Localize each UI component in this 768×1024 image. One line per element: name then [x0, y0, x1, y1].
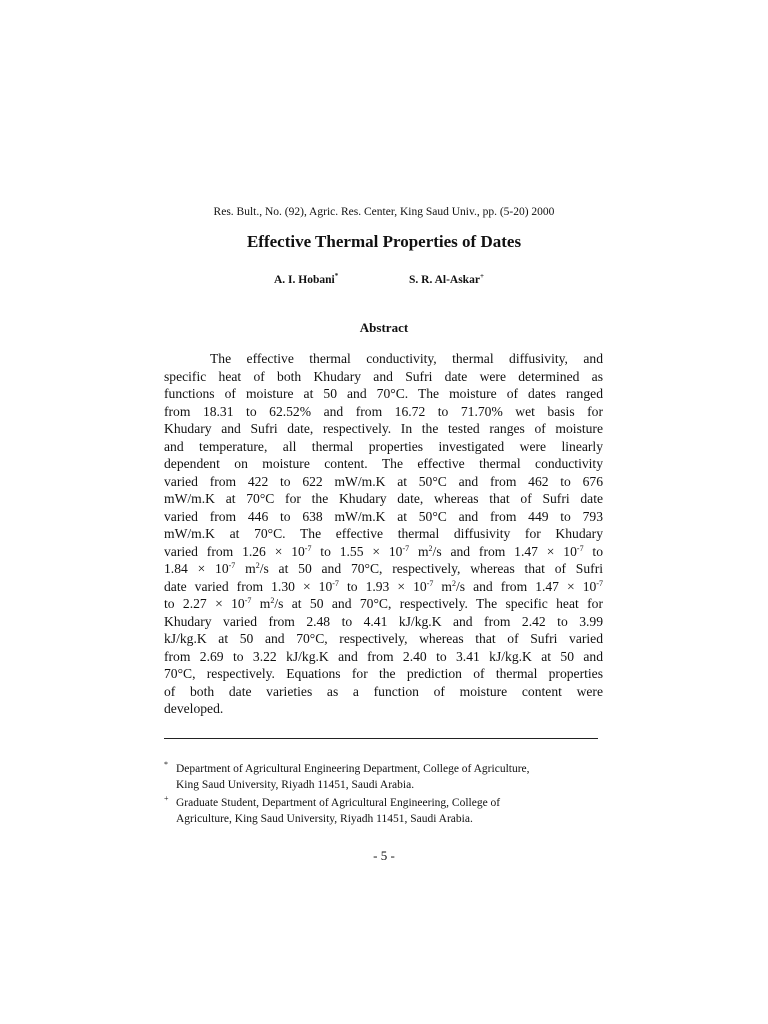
abstract-heading: Abstract — [359, 320, 409, 335]
abstract-line: varied from 422 to 622 mW/m.K at 50°C and from 462 to 676 — [164, 473, 603, 489]
page-number: - 5 - — [373, 848, 395, 863]
abstract-line: of both date varieties as a function of moisture content were — [164, 683, 603, 699]
abstract-line: kJ/kg.K at 50 and 70°C, respectively, whereas that of Sufri varied — [164, 631, 603, 646]
abstract-line: mW/m.K at 70°C for the Khudary date, whereas that of Sufri date — [164, 491, 603, 506]
abstract-line: date varied from $1.30 \times 10^{-7}$ to $1.93 \times 10^{-7}$ $m^2/s$ and from $1.47 \times 10^{-7}$ — [164, 578, 603, 594]
abstract-line: functions of moisture at 50 and 70°C. The moisture of dates ranged — [164, 386, 603, 401]
abstract-line: and temperature, all thermal properties investigated were linearly — [164, 438, 603, 454]
abstract-line: to $2.27 \times 10^{-7}$ $m^2/s$ at 50 and 70°C, respectively. The specific heat for — [164, 596, 603, 611]
abstract-line: 70°C, respectively. Equations for the prediction of thermal properties — [164, 666, 603, 681]
author-affiliation-mark: * — [334, 272, 339, 280]
author-name: S. R. Al-Askar — [409, 273, 480, 286]
abstract-body — [164, 350, 603, 718]
abstract-line: from 18.31 to 62.52% and from 16.72 to 71.70% wet basis for — [164, 403, 603, 419]
footnote-line: Department of Agricultural Engineering Department, College of Agriculture, — [176, 763, 530, 775]
abstract-line: specific heat of both Khudary and Sufri date were determined as — [164, 368, 603, 384]
footnote-mark: * — [164, 760, 168, 769]
footnote-line: King Saud University, Riyadh 11451, Saudi Arabia. — [176, 779, 415, 791]
author-affiliation-mark: + — [479, 272, 484, 280]
abstract-line: varied from $1.26 \times 10^{-7}$ to $1.55 \times 10^{-7}$ $m^2/s$ and from $1.47 \times 10^{-7}$ to — [164, 543, 603, 559]
citation-header: Res. Bult., No. (92), Agric. Res. Center, King Saud Univ., pp. (5-20) 2000 — [213, 206, 555, 218]
abstract-line: developed. — [164, 701, 224, 716]
footnote-line: Agriculture, King Saud University, Riyadh 11451, Saudi Arabia. — [176, 813, 473, 825]
author-name: A. I. Hobani — [274, 273, 335, 286]
paper-title: Effective Thermal Properties of Dates — [246, 232, 522, 251]
footnote-text — [164, 795, 604, 827]
abstract-line: Khudary and Sufri date, respectively. In the tested ranges of moisture — [164, 421, 603, 436]
abstract-line: $1.84 \times 10^{-7}$ $m^2/s$ at 50 and 70°C, respectively, whereas that of Sufri — [164, 561, 603, 576]
abstract-line: varied from 446 to 638 mW/m.K at 50°C and from 449 to 793 — [164, 508, 603, 524]
abstract-line: mW/m.K at 70°C. The effective thermal diffusivity for Khudary — [164, 526, 603, 541]
abstract-line: Khudary varied from 2.48 to 4.41 kJ/kg.K and from 2.42 to 3.99 — [164, 613, 603, 629]
abstract-line: dependent on moisture content. The effective thermal conductivity — [164, 456, 603, 471]
footnote-text — [164, 761, 604, 793]
footnote-line: Graduate Student, Department of Agricultural Engineering, College of — [176, 797, 501, 809]
footnote-mark: + — [164, 794, 169, 803]
author-hobani — [274, 272, 338, 286]
footnote-affiliation-1 — [164, 761, 604, 793]
author-al-askar — [409, 272, 484, 286]
abstract-line: The effective thermal conductivity, thermal diffusivity, and — [210, 351, 603, 366]
abstract-line: from 2.69 to 3.22 kJ/kg.K and from 2.40 to 3.41 kJ/kg.K at 50 and — [164, 648, 603, 664]
footnote-affiliation-2 — [164, 795, 604, 827]
footnote-divider — [164, 738, 598, 739]
